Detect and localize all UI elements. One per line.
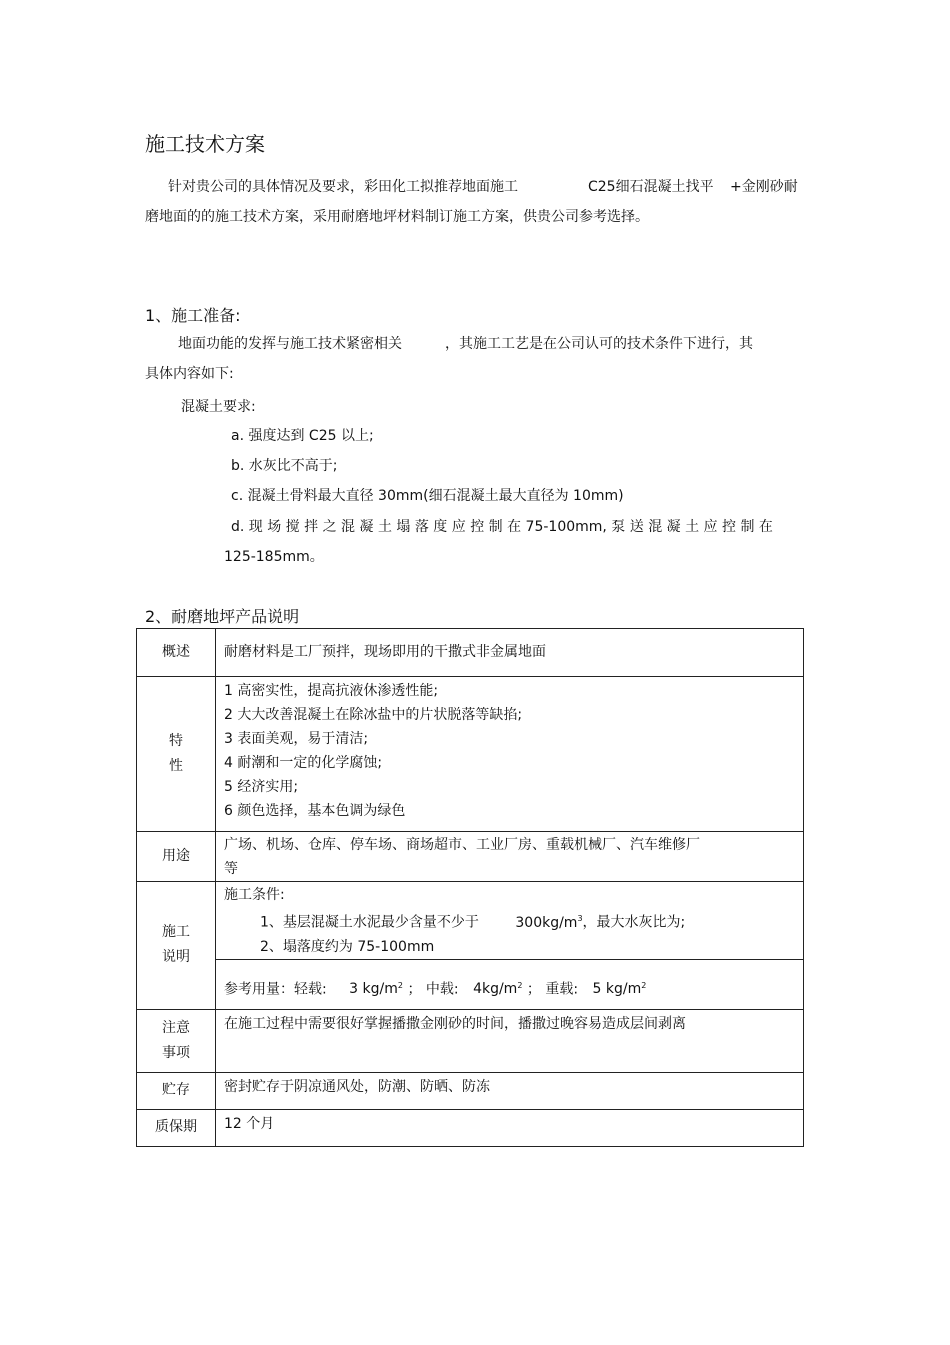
row-value-warranty: 12 个月 — [216, 1109, 804, 1146]
feature-line: 2 大大改善混凝土在除冰盐中的片状脱落等缺掐; — [224, 707, 523, 723]
table-row — [137, 882, 804, 960]
concrete-item-d: d. 现 场 搅 拌 之 混 凝 土 塌 落 度 应 控 制 在 75-100mm, 泵 送 混 凝 土 应 控 制 在 — [231, 519, 773, 535]
row-value-overview: 耐磨材料是工厂预拌，现场即用的干撒式非金属地面 — [216, 629, 804, 677]
section1-para-1a: 地面功能的发挥与施工技术紧密相关 — [178, 336, 402, 352]
intro-line-2: 磨地面的的施工技术方案，采用耐磨地坪材料制订施工方案，供贵公司参考选择。 — [145, 209, 649, 225]
product-spec-table — [136, 628, 804, 1147]
section2-heading: 2、耐磨地坪产品说明 — [145, 607, 300, 626]
table-row — [137, 832, 804, 882]
row-label-notes: 注意 事项 — [137, 1009, 216, 1072]
concrete-subheading: 混凝土要求: — [181, 399, 256, 415]
row-label-warranty: 质保期 — [137, 1109, 216, 1146]
row-label-usage: 用途 — [137, 832, 216, 882]
section1-para-2: 具体内容如下: — [145, 366, 234, 382]
row-label-features: 特 性 — [137, 677, 216, 832]
row-label-construction: 施工 说明 — [137, 882, 216, 1010]
row-value-storage: 密封贮存于阴凉通风处，防潮、防晒、防冻 — [216, 1072, 804, 1109]
intro-line-1b: C25细石混凝土找平 — [588, 179, 714, 195]
concrete-item-b: b. 水灰比不高于; — [231, 458, 338, 474]
concrete-item-c: c. 混凝土骨料最大直径 30mm(细石混凝土最大直径为 10mm) — [231, 488, 624, 504]
intro-line-1c: +金刚砂耐 — [730, 179, 798, 195]
table-row — [137, 1109, 804, 1146]
table-row — [137, 1009, 804, 1072]
row-value-usage: 广场、机场、仓库、停车场、商场超市、工业厂房、重载机械厂、汽车维修厂 等 — [216, 832, 804, 882]
concrete-item-d-cont: 125-185mm。 — [224, 549, 324, 565]
feature-line: 5 经济实用; — [224, 779, 299, 795]
section1-para-1b: ，其施工工艺是在公司认可的技术条件下进行，其 — [445, 336, 753, 352]
table-row — [137, 677, 804, 832]
row-value-construction-conditions: 施工条件: 1、基层混凝土水泥最少含量不少于 $300kg/m^3$，最大水灰比为; 2、塌落度约为 75-100mm — [216, 882, 804, 960]
row-label-storage: 贮存 — [137, 1072, 216, 1109]
row-label-overview: 概述 — [137, 629, 216, 677]
table-row — [137, 959, 804, 1009]
row-value-construction-dosage: 参考用量：轻载: 3 $kg/m^2$ ； 中载: $4kg/m^2$ ； 重载: 5 $kg/m^2$ — [216, 959, 804, 1009]
section1-heading: 1、施工准备: — [145, 306, 241, 325]
feature-line: 1 高密实性，提高抗液休渗透性能; — [224, 683, 439, 699]
concrete-item-a: a. 强度达到 C25 以上; — [231, 428, 374, 444]
intro-line-1a: 针对贵公司的具体情况及要求，彩田化工拟推荐地面施工 — [168, 179, 518, 195]
table-row — [137, 1072, 804, 1109]
page-title: 施工技术方案 — [145, 132, 265, 156]
feature-line: 6 颜色选择，基本色调为绿色 — [224, 803, 406, 819]
feature-line: 3 表面美观，易于清洁; — [224, 731, 369, 747]
row-value-features — [216, 677, 804, 832]
table-row — [137, 629, 804, 677]
row-value-notes: 在施工过程中需要很好掌握播撒金刚砂的时间，播撒过晚容易造成层间剥离 — [216, 1009, 804, 1072]
feature-line: 4 耐潮和一定的化学腐蚀; — [224, 755, 383, 771]
